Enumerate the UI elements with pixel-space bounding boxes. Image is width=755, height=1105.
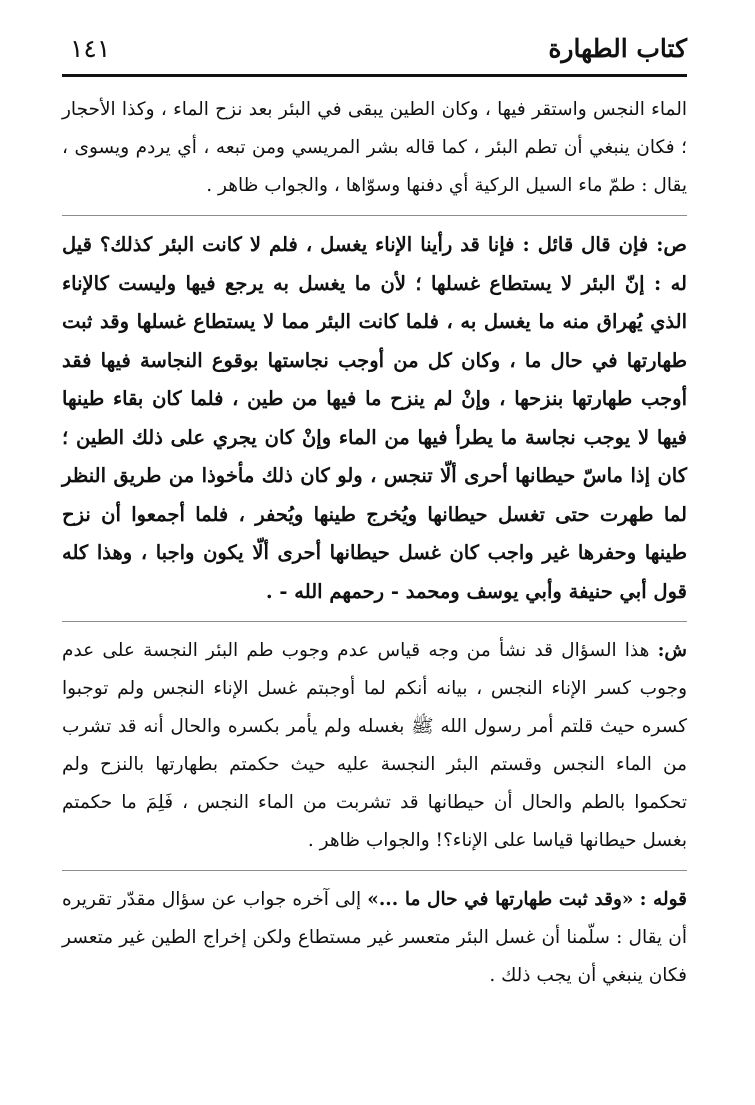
section-divider [62, 870, 687, 871]
page-number: ١٤١ [70, 34, 111, 63]
quote-body: إلى آخره جواب عن سؤال مقدّر تقريره أن يقال : سلّمنا أن غسل البئر متعسر غير مستطاع ولكن إخراج الطين غير متعسر فكان ينبغي أن يجب ذلك . [62, 889, 687, 986]
commentary-label: ش: [657, 640, 687, 661]
page-header [62, 32, 687, 74]
text-label: ص: [656, 233, 687, 256]
running-title: كتاب الطهارة [548, 34, 687, 63]
commentary-body: هذا السؤال قد نشأ من وجه قياس عدم وجوب طم البئر النجسة على عدم وجوب كسر الإناء النجس ، بيانه أنكم لما أوجبتم غسل الإناء النجس ولم توجبوا كسره حيث قلتم أمر رسول الله ﷺ بغسله ولم يأمر بكسره والحال أنه قد تشرب من الماء النجس وقستم البئر النجسة عليه حيث حكمتم بطهارتها بالنزح ولم تحكموا بالطم والحال أن حيطانها قد تشربت من الماء النجس ، فَلِمَ ما حكمتم بغسل حيطانها قياسا على الإناء؟! والجواب ظاهر . [62, 640, 687, 851]
text-body: فإن قال قائل : فإنا قد رأينا الإناء يغسل ، فلم لا كانت البئر كذلك؟ قيل له : إنّ البئر لا يستطاع غسلها ؛ لأن ما يغسل به يرجع فيها وليست كالإناء الذي يُهراق منه ما يغسل به ، فلما كانت البئر مما لا يستطاع غسلها وقد ثبت طهارتها في حال ما ، وكان كل من أوجب نجاستها بوقوع النجاسة فيها فقد أوجب طهارتها بنزحها ، وإنْ لم ينزح ما فيها من طين ، فلما كان بقاء طينها فيها لا يوجب نجاسة ما يطرأ فيها من الماء وإنْ كان يجري على ذلك الطين ؛ كان إذا ماسّ حيطانها أحرى ألّا تنجس ، ولو كان ذلك مأخوذا من طريق النظر لما طهرت حتى تغسل حيطانها ويُخرج طينها ويُحفر ، فلما أجمعوا أن نزح طينها وحفرها غير واجب كان غسل حيطانها أحرى ألّا يكون واجبا ، وهذا كله قول أبي حنيفة وأبي يوسف ومحمد - رحمهم الله - . [62, 233, 687, 603]
commentary-paragraph [62, 632, 687, 860]
quote-paragraph [62, 881, 687, 995]
quote-text: «وقد ثبت طهارتها في حال ما ...» [367, 889, 634, 910]
intro-text: الماء النجس واستقر فيها ، وكان الطين يبقى في البئر بعد نزح الماء ، وكذا الأحجار ؛ فكان ينبغي أن تطم البئر ، كما قاله بشر المريسي ومن تبعه ، أي يردم ويسوى ، يقال : طمّ ماء السيل الركية أي دفنها وسوّاها ، والجواب ظاهر . [62, 99, 687, 196]
quote-label: قوله : [639, 889, 687, 910]
intro-paragraph [62, 91, 687, 205]
section-divider [62, 621, 687, 622]
section-divider [62, 215, 687, 216]
header-rule [62, 74, 687, 77]
text-paragraph [62, 226, 687, 611]
